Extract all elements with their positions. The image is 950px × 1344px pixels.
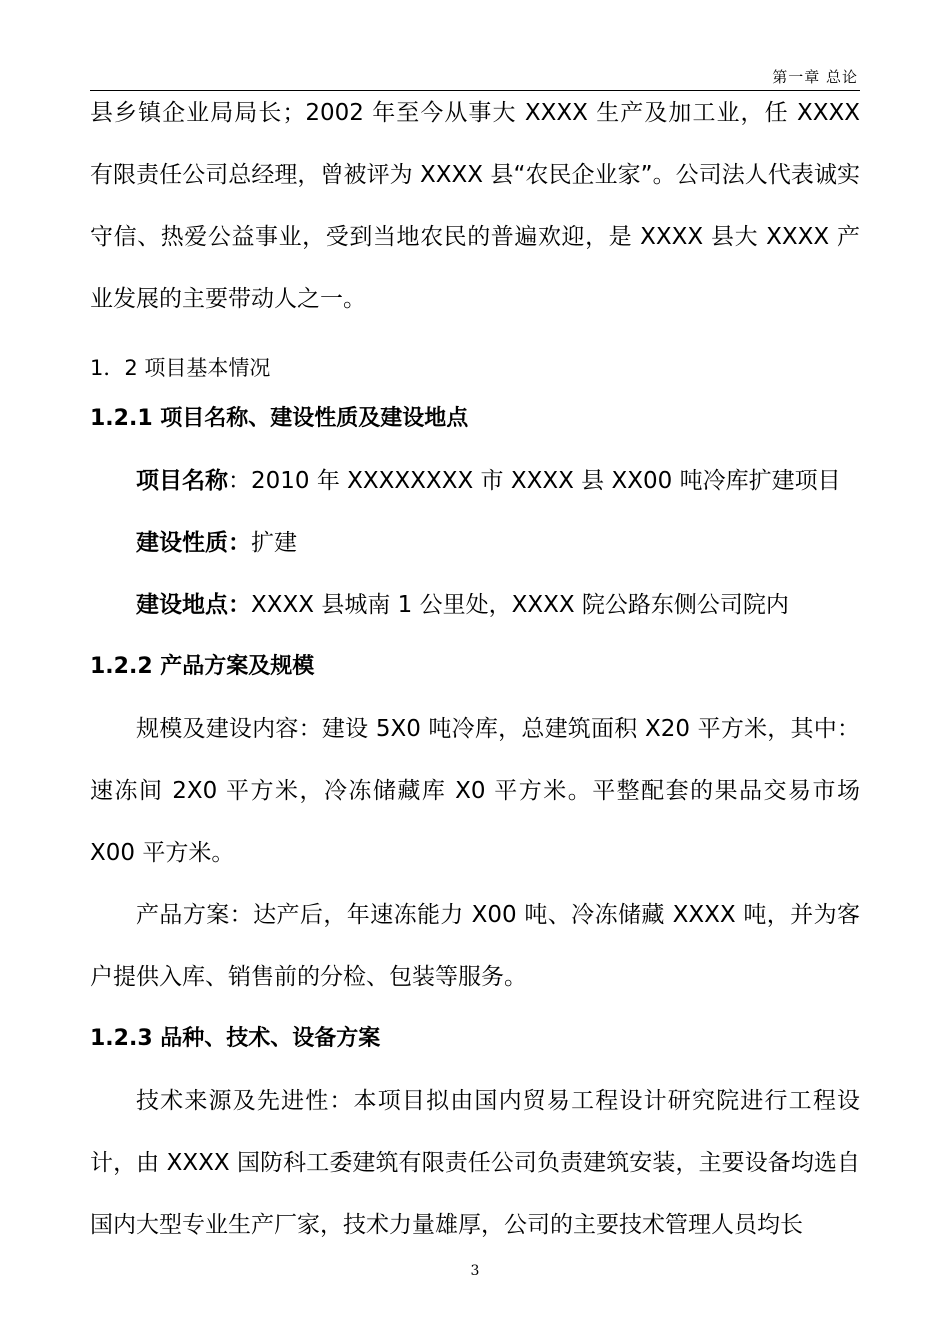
page-number: 3 [470, 1263, 480, 1279]
paragraph-legal-rep: 县乡镇企业局局长；2002 年至今从事大 XXXX 生产及加工业，任 XXXX 有限责任公司总经理，曾被评为 XXXX 县“农民企业家”。公司法人代表诚实守信、热爱公益事业，受到当地农民的普遍欢迎，是 XXXX 县大 XXXX 产业发展的主要带动人之一。 [90, 100, 860, 312]
subsection-heading-1-2-3: 1.2.3 品种、技术、设备方案 [90, 1026, 381, 1051]
paragraph-technology: 技术来源及先进性：本项目拟由国内贸易工程设计研究院进行工程设计，由 XXXX 国防科工委建筑有限责任公司负责建筑安装，主要设备均选自国内大型专业生产厂家，技术力量雄厚，公司的主要技术管理人员均长 [90, 1088, 860, 1238]
section-heading-1-2: 1．2 项目基本情况 [90, 356, 271, 380]
page-body [90, 82, 860, 1256]
project-name-label: 项目名称 [136, 468, 228, 494]
construction-location-label: 建设地点： [136, 592, 251, 618]
construction-nature-value: 扩建 [251, 530, 297, 556]
paragraph-scale: 规模及建设内容：建设 5X0 吨冷库，总建筑面积 X20 平方米，其中：速冻间 2X0 平方米，冷冻储藏库 X0 平方米。平整配套的果品交易市场 X00 平方米。 [90, 716, 860, 866]
construction-location-line [90, 574, 860, 636]
project-name-value: ：2010 年 XXXXXXXX 市 XXXX 县 XX00 吨冷库扩建项目 [228, 468, 841, 494]
construction-nature-line [90, 512, 860, 574]
subsection-heading-1-2-2: 1.2.2 产品方案及规模 [90, 654, 315, 679]
construction-nature-label: 建设性质： [136, 530, 251, 556]
paragraph-product-plan: 产品方案：达产后，年速冻能力 X00 吨、冷冻储藏 XXXX 吨，并为客户提供入库、销售前的分检、包装等服务。 [90, 902, 860, 990]
project-name-line [90, 450, 860, 512]
subsection-heading-1-2-1: 1.2.1 项目名称、建设性质及建设地点 [90, 406, 469, 431]
running-header: 第一章 总论 [772, 68, 858, 86]
construction-location-value: XXXX 县城南 1 公里处，XXXX 院公路东侧公司院内 [251, 592, 789, 618]
